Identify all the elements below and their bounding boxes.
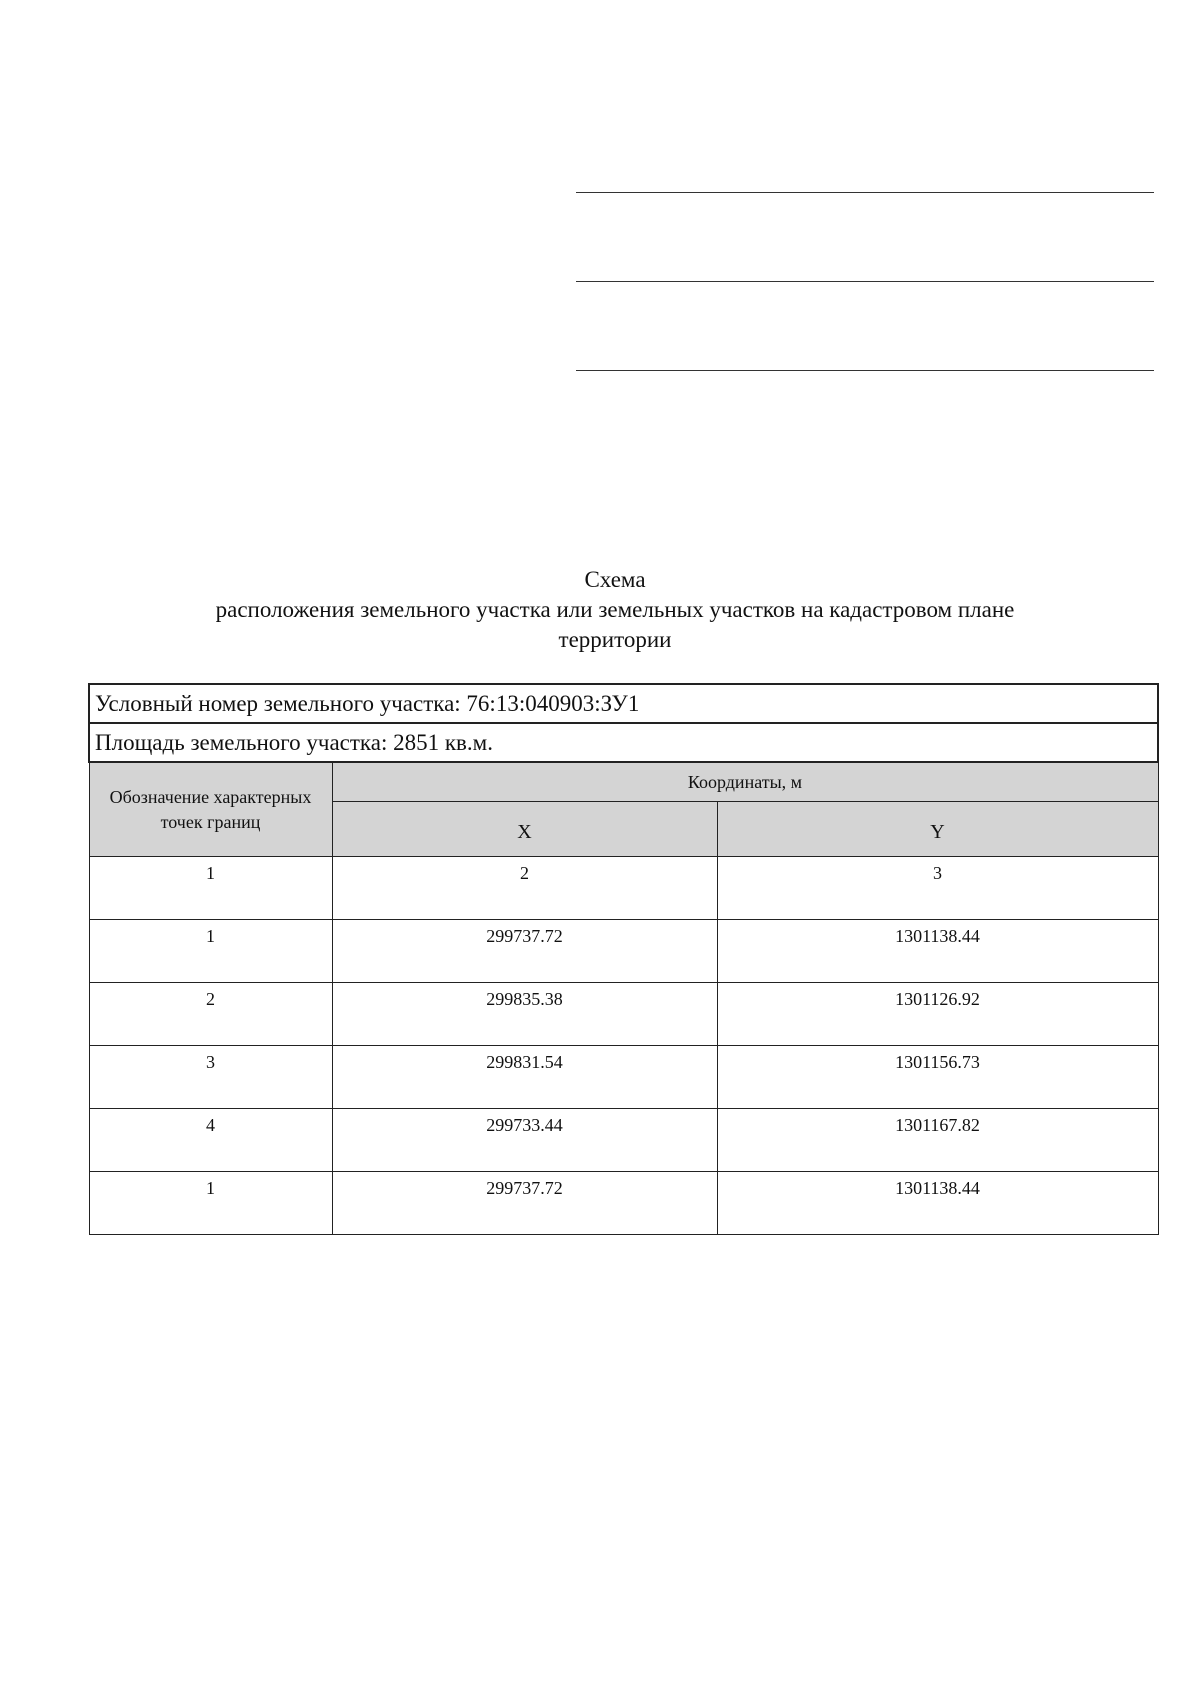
y-coordinate: 1301167.82 [717,1109,1158,1172]
point-label: 3 [89,1046,332,1109]
y-coordinate: 1301126.92 [717,983,1158,1046]
coordinates-table [88,683,1159,1235]
parcel-area-row [89,723,1158,762]
parcel-area: Площадь земельного участка: 2851 кв.м. [89,723,1158,762]
y-coordinate: 1301138.44 [717,920,1158,983]
signature-line-2 [576,281,1154,282]
title-line-2: расположения земельного участка или земельных участков на кадастровом плане [215,597,1015,622]
column-number-3: 3 [717,857,1158,920]
title-line-1: Схема [584,567,646,592]
header-coordinates: Координаты, м [332,762,1158,802]
column-number-1: 1 [89,857,332,920]
x-coordinate: 299737.72 [332,920,717,983]
x-coordinate: 299835.38 [332,983,717,1046]
x-coordinate: 299733.44 [332,1109,717,1172]
column-number-2: 2 [332,857,717,920]
point-label: 4 [89,1109,332,1172]
header-y: Y [717,802,1158,857]
table-row [89,1172,1158,1235]
y-coordinate: 1301138.44 [717,1172,1158,1235]
table-row [89,983,1158,1046]
signature-line-3 [576,370,1154,371]
parcel-number: Условный номер земельного участка: 76:13:040903:ЗУ1 [89,684,1158,723]
column-number-row [89,857,1158,920]
signature-line-1 [576,192,1154,193]
table-row [89,920,1158,983]
header-x: X [332,802,717,857]
x-coordinate: 299831.54 [332,1046,717,1109]
point-label: 1 [89,1172,332,1235]
point-label: 1 [89,920,332,983]
header-points: Обозначение характерных точек границ [89,762,332,857]
title-line-3: территории [558,627,672,652]
header-row [89,762,1158,802]
point-label: 2 [89,983,332,1046]
table-row [89,1109,1158,1172]
document-title [0,565,1200,655]
table-row [89,1046,1158,1109]
x-coordinate: 299737.72 [332,1172,717,1235]
y-coordinate: 1301156.73 [717,1046,1158,1109]
parcel-number-row [89,684,1158,723]
